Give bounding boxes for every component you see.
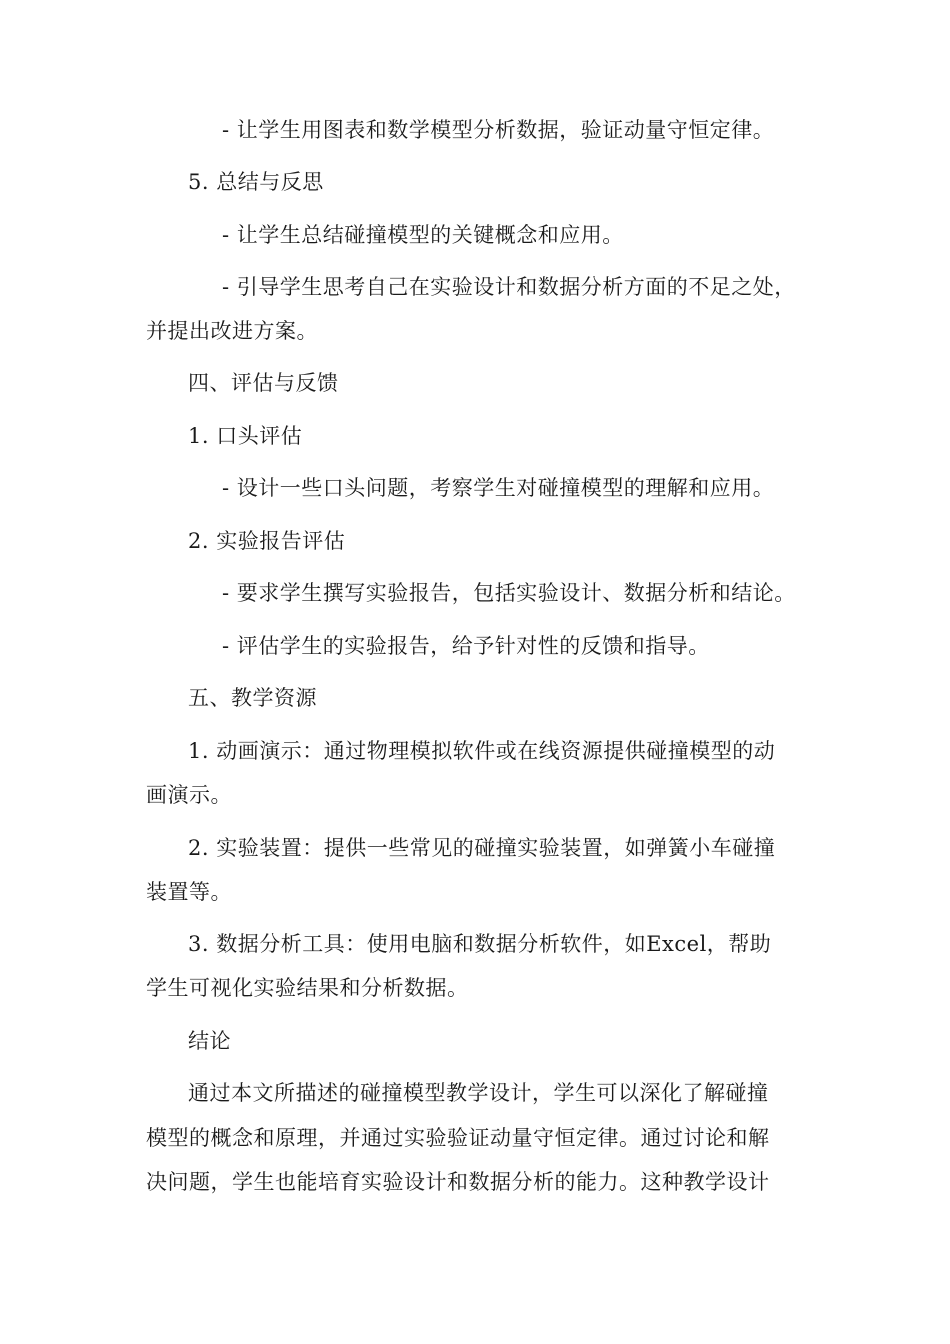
- section-heading-resources: 五、教学资源: [188, 686, 317, 710]
- heading-summary-reflection: 5. 总结与反思: [188, 170, 324, 194]
- conclusion-paragraph-line-2: 模型的概念和原理，并通过实验验证动量守恒定律。通过讨论和解: [146, 1126, 770, 1150]
- conclusion-paragraph-line-1: 通过本文所描述的碰撞模型教学设计，学生可以深化了解碰撞: [188, 1081, 769, 1105]
- conclusion-paragraph-line-3: 决问题，学生也能培育实验设计和数据分析的能力。这种教学设计: [146, 1170, 770, 1194]
- heading-conclusion: 结论: [188, 1029, 231, 1053]
- bullet-oral-questions: - 设计一些口头问题，考察学生对碰撞模型的理解和应用。: [222, 476, 775, 500]
- bullet-write-lab-report: - 要求学生撰写实验报告，包括实验设计、数据分析和结论。: [222, 581, 796, 605]
- bullet-summarize-concepts: - 让学生总结碰撞模型的关键概念和应用。: [222, 223, 624, 247]
- item-lab-equipment: 2. 实验装置：提供一些常见的碰撞实验装置，如弹簧小车碰撞: [188, 836, 776, 860]
- bullet-evaluate-lab-report: - 评估学生的实验报告，给予针对性的反馈和指导。: [222, 634, 710, 658]
- item-data-tools-cont: 学生可视化实验结果和分析数据。: [146, 976, 469, 1000]
- heading-lab-report-evaluation: 2. 实验报告评估: [188, 529, 346, 553]
- item-lab-equipment-cont: 装置等。: [146, 880, 232, 904]
- item-data-tools: 3. 数据分析工具：使用电脑和数据分析软件，如Excel，帮助: [188, 932, 772, 956]
- section-heading-evaluation: 四、评估与反馈: [188, 371, 339, 395]
- item-animation-demo: 1. 动画演示：通过物理模拟软件或在线资源提供碰撞模型的动: [188, 739, 776, 763]
- bullet-analyze-data: - 让学生用图表和数学模型分析数据，验证动量守恒定律。: [222, 118, 775, 142]
- bullet-guide-reflection-cont: 并提出改进方案。: [146, 319, 318, 343]
- item-animation-demo-cont: 画演示。: [146, 783, 232, 807]
- bullet-guide-reflection: - 引导学生思考自己在实验设计和数据分析方面的不足之处，: [222, 275, 796, 299]
- heading-oral-evaluation: 1. 口头评估: [188, 424, 303, 448]
